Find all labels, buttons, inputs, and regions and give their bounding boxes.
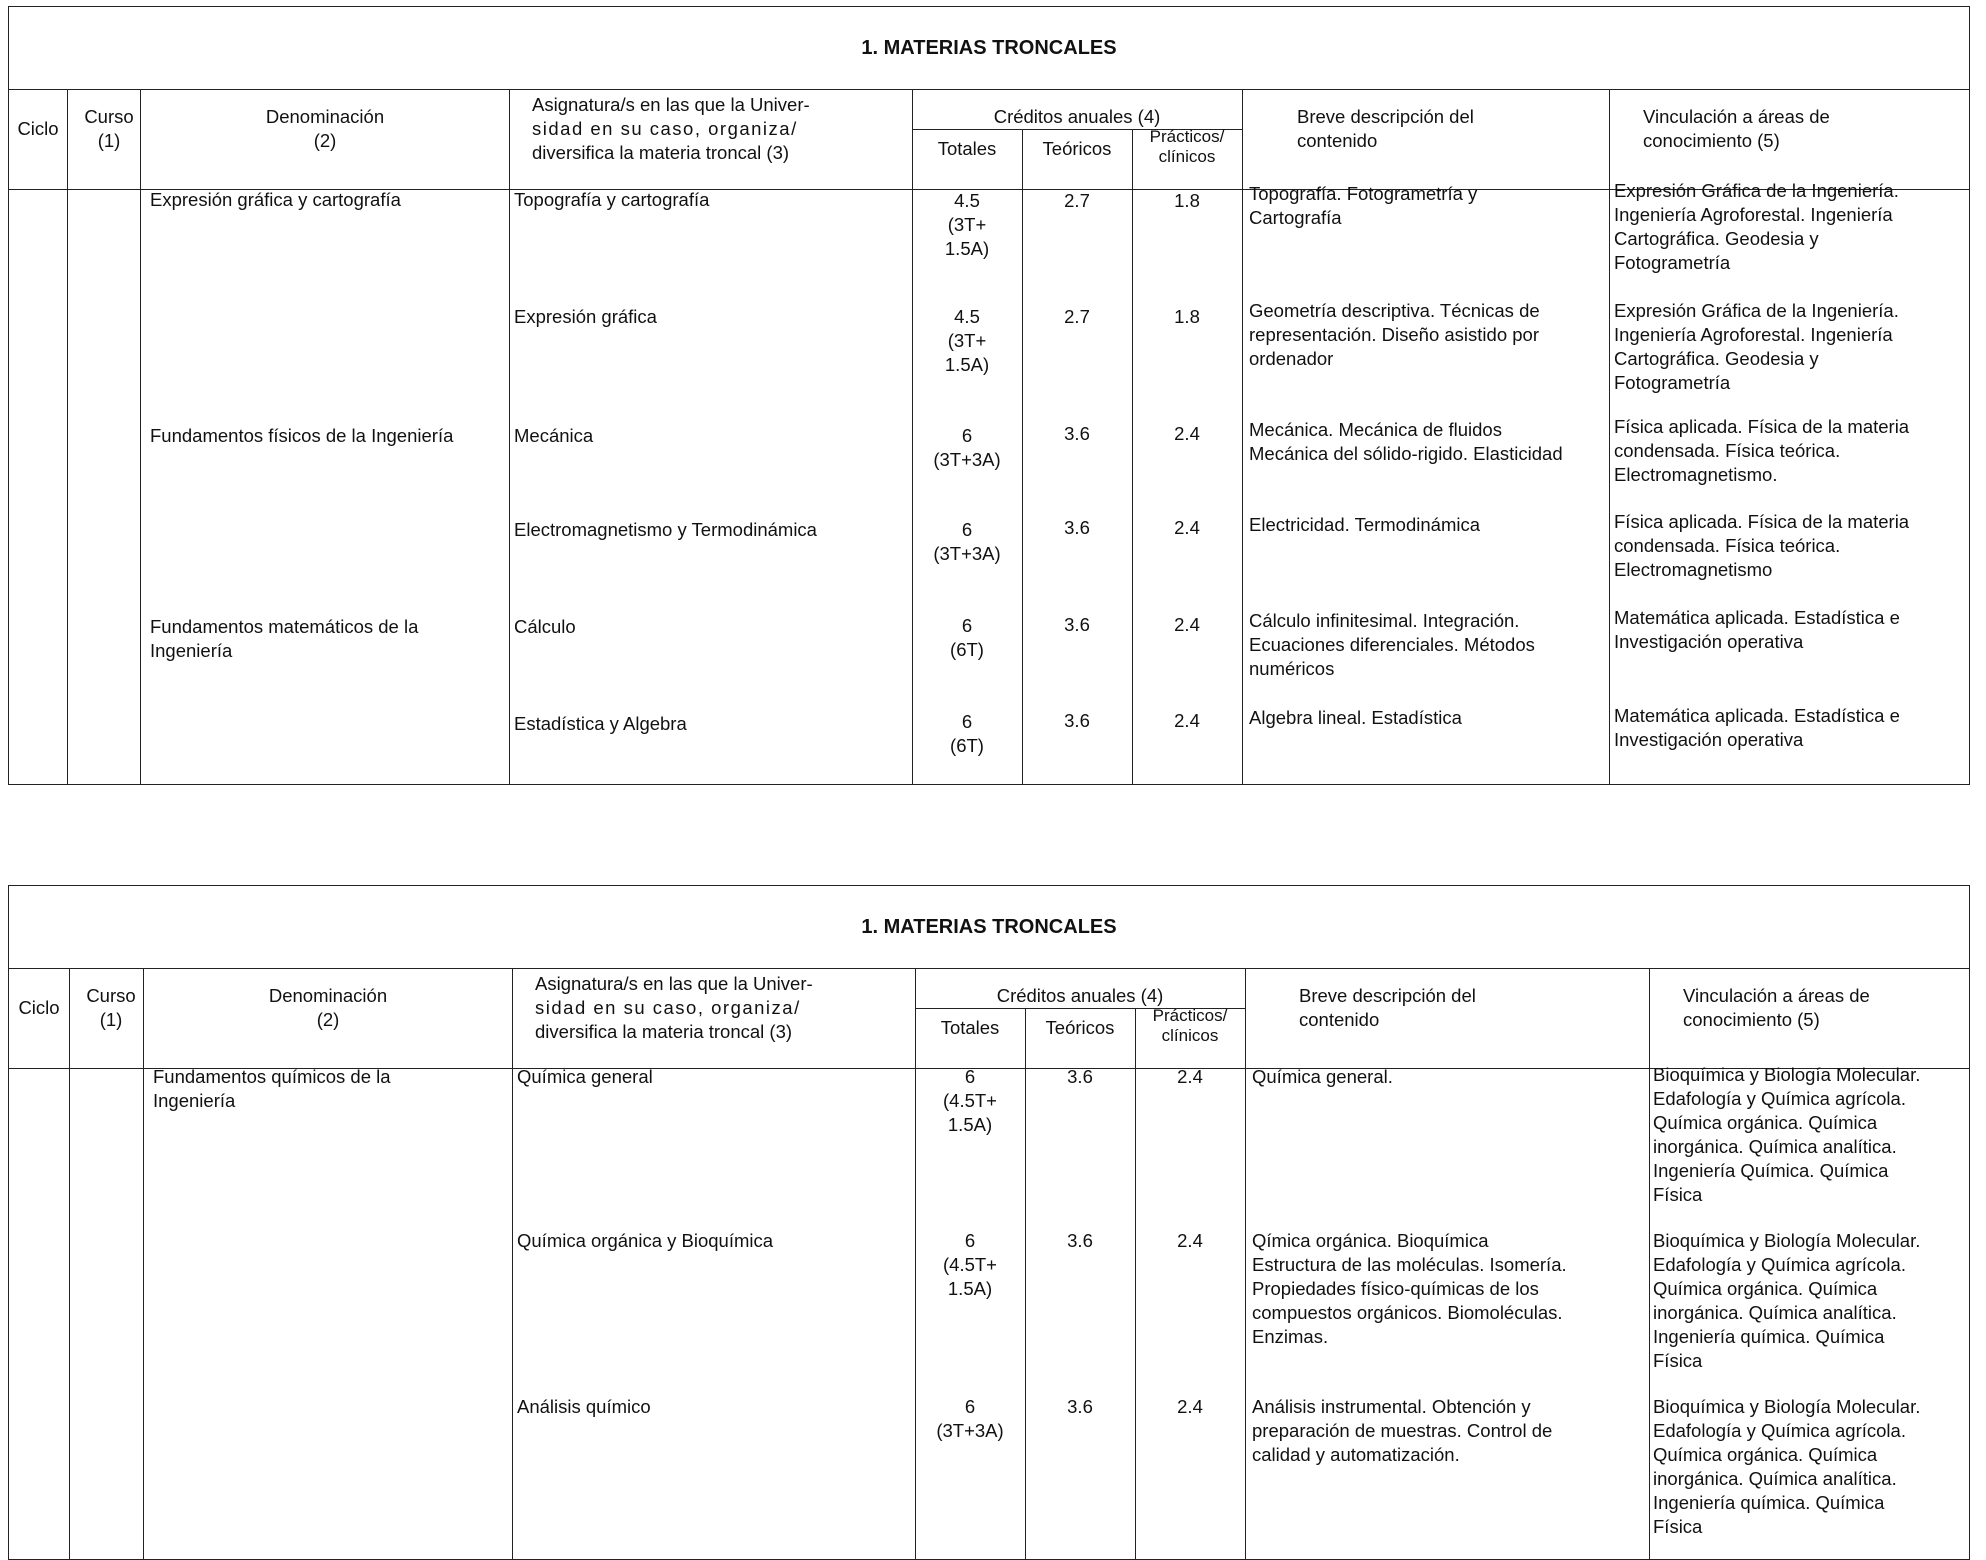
column-line <box>1649 968 1650 1559</box>
asignatura-cell: Mecánica <box>514 425 594 446</box>
teoricos-cell: 3.6 <box>1067 1396 1093 1417</box>
denominacion-cell: Fundamentos matemáticos de la Ingeniería <box>150 616 419 661</box>
header-asignatura-line2: sidad en su caso, organiza/ <box>535 997 801 1018</box>
table-header <box>9 968 1969 1069</box>
column-line <box>69 968 70 1559</box>
header-creditos: Créditos anuales (4) <box>996 985 1164 1006</box>
header-teoricos: Teóricos <box>1042 138 1112 159</box>
descripcion-cell: Topografía. Fotogrametría y Cartografía <box>1249 183 1478 228</box>
creditos-divider <box>912 129 1242 130</box>
header-vinculacion: Vinculación a áreas de conocimiento (5) <box>1683 985 1870 1030</box>
column-line <box>1135 1008 1136 1559</box>
column-line <box>67 89 68 784</box>
vinculacion-cell: Matemática aplicada. Estadística e Investigación operativa <box>1614 705 1900 750</box>
column-line <box>509 89 510 784</box>
creditos-divider <box>915 1008 1245 1009</box>
column-line <box>512 968 513 1559</box>
teoricos-cell: 3.6 <box>1064 614 1090 635</box>
totales-cell: 6 (6T) <box>950 711 984 756</box>
totales-cell: 6 (6T) <box>950 615 984 660</box>
asignatura-cell: Cálculo <box>514 616 576 637</box>
descripcion-cell: Algebra lineal. Estadística <box>1249 707 1462 728</box>
column-line <box>143 968 144 1559</box>
teoricos-cell: 2.7 <box>1064 306 1090 327</box>
teoricos-cell: 3.6 <box>1064 423 1090 444</box>
vinculacion-cell: Física aplicada. Física de la materia condensada. Física teórica. Electromagnetismo <box>1614 511 1910 580</box>
header-asignatura-line3: diversifica la materia troncal (3) <box>535 1021 793 1042</box>
header-descripcion: Breve descripción del contenido <box>1297 106 1474 151</box>
practicos-cell: 1.8 <box>1174 190 1200 211</box>
totales-cell: 6 (4.5T+ 1.5A) <box>943 1230 997 1299</box>
header-ciclo: Ciclo <box>17 118 59 139</box>
header-vinculacion: Vinculación a áreas de conocimiento (5) <box>1643 106 1830 151</box>
descripcion-cell: Cálculo infinitesimal. Integración. Ecuaciones diferenciales. Métodos numéricos <box>1249 610 1535 679</box>
header-creditos: Créditos anuales (4) <box>993 106 1161 127</box>
totales-cell: 4.5 (3T+ 1.5A) <box>944 190 990 259</box>
teoricos-cell: 3.6 <box>1067 1066 1093 1087</box>
header-denominacion: Denominación (2) <box>265 106 385 151</box>
table-header <box>9 89 1969 190</box>
header-curso: Curso (1) <box>84 106 134 151</box>
column-line <box>1242 89 1243 784</box>
asignatura-cell: Electromagnetismo y Termodinámica <box>514 519 817 540</box>
column-line <box>1609 89 1610 784</box>
totales-cell: 6 (4.5T+ 1.5A) <box>943 1066 997 1135</box>
totales-cell: 6 (3T+3A) <box>936 1396 1004 1441</box>
vinculacion-cell: Física aplicada. Física de la materia condensada. Física teórica. Electromagnetismo. <box>1614 416 1910 485</box>
materias-table-2 <box>8 885 1970 1560</box>
column-line <box>1132 129 1133 784</box>
header-descripcion: Breve descripción del contenido <box>1299 985 1476 1030</box>
practicos-cell: 2.4 <box>1177 1396 1203 1417</box>
header-asignatura-line3: diversifica la materia troncal (3) <box>532 142 790 163</box>
header-asignatura-line1: Asignatura/s en las que la Univer- <box>535 973 813 994</box>
header-totales: Totales <box>940 1017 1000 1038</box>
table-title: 1. MATERIAS TRONCALES <box>9 7 1969 90</box>
header-practicos: Prácticos/ clínicos <box>1149 127 1225 166</box>
teoricos-cell: 2.7 <box>1064 190 1090 211</box>
vinculacion-cell: Bioquímica y Biología Molecular. Edafología y Química agrícola. Química orgánica. Química inorgánica. Química analítica. Ingeniería Química. Química Física <box>1653 1064 1921 1205</box>
practicos-cell: 2.4 <box>1177 1230 1203 1251</box>
header-curso: Curso (1) <box>86 985 136 1030</box>
totales-cell: 6 (3T+3A) <box>933 519 1001 564</box>
table-title: 1. MATERIAS TRONCALES <box>9 886 1969 969</box>
header-totales: Totales <box>937 138 997 159</box>
practicos-cell: 2.4 <box>1174 710 1200 731</box>
vinculacion-cell: Matemática aplicada. Estadística e Investigación operativa <box>1614 607 1900 652</box>
column-line <box>1245 968 1246 1559</box>
practicos-cell: 2.4 <box>1174 517 1200 538</box>
header-teoricos: Teóricos <box>1045 1017 1115 1038</box>
vinculacion-cell: Bioquímica y Biología Molecular. Edafología y Química agrícola. Química orgánica. Química inorgánica. Química analítica. Ingeniería química. Química Física <box>1653 1230 1921 1371</box>
denominacion-cell: Fundamentos físicos de la Ingeniería <box>150 425 454 446</box>
column-line <box>1022 129 1023 784</box>
teoricos-cell: 3.6 <box>1067 1230 1093 1251</box>
asignatura-cell: Estadística y Algebra <box>514 713 687 734</box>
header-asignatura-line1: Asignatura/s en las que la Univer- <box>532 94 810 115</box>
vinculacion-cell: Bioquímica y Biología Molecular. Edafología y Química agrícola. Química orgánica. Química inorgánica. Química analítica. Ingeniería química. Química Física <box>1653 1396 1921 1537</box>
asignatura-cell: Química orgánica y Bioquímica <box>517 1230 774 1251</box>
vinculacion-cell: Expresión Gráfica de la Ingeniería. Ingeniería Agroforestal. Ingeniería Cartográfica. Geodesia y Fotogrametría <box>1614 180 1899 273</box>
practicos-cell: 2.4 <box>1174 614 1200 635</box>
totales-cell: 6 (3T+3A) <box>933 425 1001 470</box>
column-line <box>1025 1008 1026 1559</box>
practicos-cell: 2.4 <box>1177 1066 1203 1087</box>
practicos-cell: 1.8 <box>1174 306 1200 327</box>
descripcion-cell: Mecánica. Mecánica de fluidos Mecánica del sólido-rigido. Elasticidad <box>1249 419 1563 464</box>
descripcion-cell: Electricidad. Termodinámica <box>1249 514 1481 535</box>
materias-table-1 <box>8 6 1970 785</box>
denominacion-cell: Expresión gráfica y cartografía <box>150 189 401 210</box>
teoricos-cell: 3.6 <box>1064 517 1090 538</box>
header-asignatura-line2: sidad en su caso, organiza/ <box>532 118 798 139</box>
descripcion-cell: Qímica orgánica. Bioquímica Estructura de las moléculas. Isomería. Propiedades físico-químicas de los compuestos orgánicos. Biomoléculas. Enzimas. <box>1252 1230 1567 1347</box>
header-practicos: Prácticos/ clínicos <box>1152 1006 1228 1045</box>
totales-cell: 4.5 (3T+ 1.5A) <box>944 306 990 375</box>
teoricos-cell: 3.6 <box>1064 710 1090 731</box>
descripcion-cell: Química general. <box>1252 1066 1393 1087</box>
asignatura-cell: Química general <box>517 1066 653 1087</box>
practicos-cell: 2.4 <box>1174 423 1200 444</box>
descripcion-cell: Análisis instrumental. Obtención y preparación de muestras. Control de calidad y automatización. <box>1252 1396 1553 1465</box>
denominacion-cell: Fundamentos químicos de la Ingeniería <box>153 1066 391 1111</box>
asignatura-cell: Análisis químico <box>517 1396 651 1417</box>
asignatura-cell: Topografía y cartografía <box>514 189 710 210</box>
header-ciclo: Ciclo <box>18 997 60 1018</box>
asignatura-cell: Expresión gráfica <box>514 306 657 327</box>
header-denominacion: Denominación (2) <box>268 985 388 1030</box>
vinculacion-cell: Expresión Gráfica de la Ingeniería. Ingeniería Agroforestal. Ingeniería Cartográfica. Geodesia y Fotogrametría <box>1614 300 1899 393</box>
column-line <box>140 89 141 784</box>
descripcion-cell: Geometría descriptiva. Técnicas de representación. Diseño asistido por ordenador <box>1249 300 1540 369</box>
